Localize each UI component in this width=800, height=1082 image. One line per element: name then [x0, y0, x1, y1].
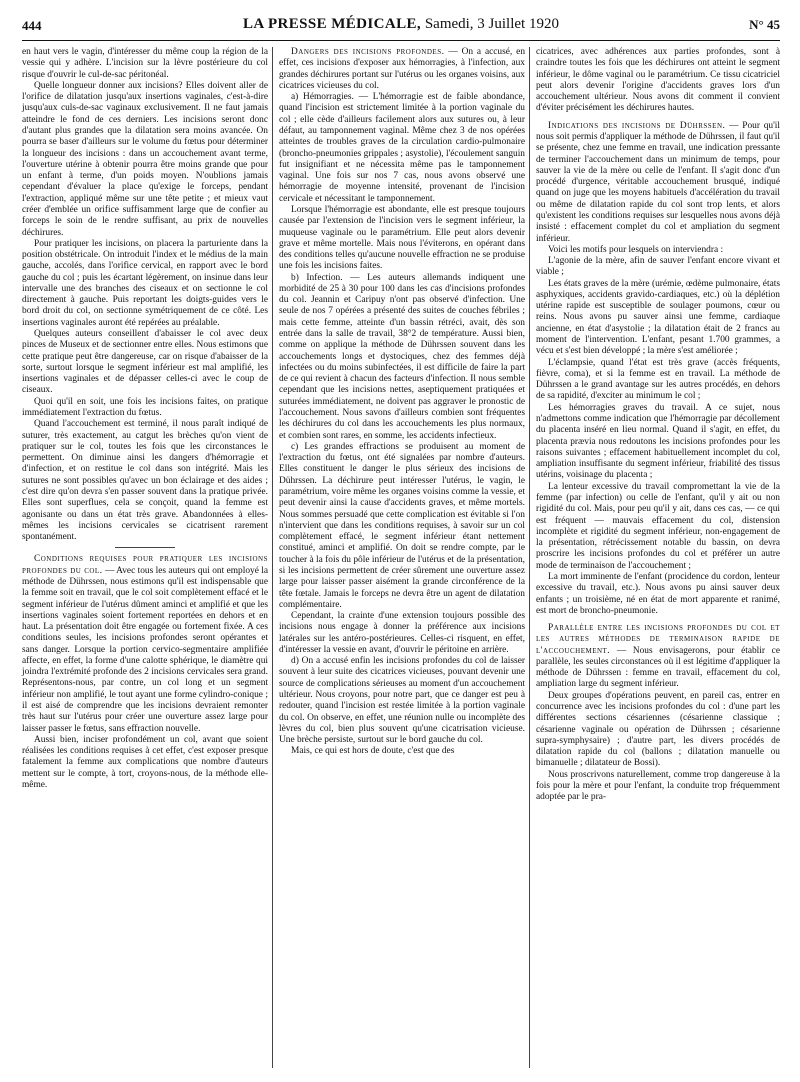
paragraph: Lorsque l'hémorragie est abondante, elle est presque toujours causée par l'extension de l'incision vers le segment inférieur, la muqueuse vaginale ou le paramétrium. Elle peut alors devenir grave et même mortelle. Mais nous l'éviterons, en opérant dans des conditions telles qu'aucune nouvelle effraction ne se produise une fois les incisions faites. — [279, 204, 525, 272]
paragraph: Voici les motifs pour lesquels on interviendra : — [548, 244, 724, 255]
paragraph: c) Les grandes effractions se produisent au moment de l'extraction du fœtus, ont été signalées par nombre d'auteurs. Elles constituent le danger le plus sérieux des incisions de Dührssen. La déchirure peut intéresser l'utérus, le vagin, le paramétrium, voire même les organes voisins comme la vessie, et peut devenir ainsi la cause d'accidents graves, et même mortels. Nous sommes persuadé que cette complication est évitable si l'on n'intervient que dans les conditions requises, à savoir sur un col complètement effacé, le segment inférieur étant nettement constitué, aminci et amplifié. On doit se rendre compte, par le toucher à la fois du pôle inférieur de l'utérus et de la présentation, si les incisions permettent de créer sûrement une ouverture assez large pour laisser passer aisément la grande circonférence de la tête fœtale. Jamais le forceps ne devra être un agent de dilatation complémentaire. — [279, 441, 525, 610]
journal-title: LA PRESSE MÉDICALE, — [243, 16, 422, 32]
paragraph: Pour pratiquer les incisions, on placera la parturiente dans la position obstétricale. On introduit l'index et le médius de la main gauche, accolés, dans l'orifice cervical, en rapport avec le bord gauche du col ; puis les écartant légèrement, on insinue dans leur intervalle une des branches des ciseaux et on sectionne le col directement à gauche. Puis reportant les doigts-guides vers le bord droit du col, on sectionne symétriquement de ce côté. Les insertions vaginales auront été repérées au préalable. — [22, 238, 268, 328]
paragraph — [536, 623, 780, 691]
paragraph-text: — Pour qu'il nous soit permis d'appliquer la méthode de Dührssen, il faut qu'il se présente, chez une femme en travail, une indication pressante de terminer l'accouchement dans un minimum de temps, pour sauver la vie de la mère ou celle de l'enfant. Il s'agit donc d'un procédé d'urgence, véritable accouchement brusqué, indiqué quand on juge que les moyens habituels d'accélération du travail ou même de dilatation rapide du col sont trop lents, et alors qu'existent les conditions requises sur lesquelles nous avons déjà insisté : effacement complet du col et ampliation du segment inférieur. — [536, 120, 781, 244]
paragraph: Cependant, la crainte d'une extension toujours possible des incisions nous engage à donner la préférence aux incisions latérales sur les antéro-postérieures. Celles-ci risquent, en effet, d'intéresser la vessie en avant, d'ouvrir le péritoine en arrière. — [279, 611, 525, 655]
paragraph: Aussi bien, inciser profondément un col, avant que soient réalisées les conditions requises à cet effet, c'est exposer presque fatalement la femme aux complications que nombre d'auteurs mettent sur le compte, à tort, croyons-nous, de la méthode elle-même. — [22, 734, 268, 790]
paragraph — [279, 47, 525, 92]
paragraph: cicatrices, avec adhérences aux parties profondes, sont à craindre toutes les fois que les déchirures ont atteint le segment inférieur, le dôme vaginal ou le paramétrium. Ce tissu cicatriciel peut alors devenir l'origine d'accidents graves lors d'un accouchement ultérieur. Nous avons dit comment il convient d'éviter précisément les déchirures hautes. — [536, 47, 780, 114]
column-divider — [272, 47, 273, 1068]
paragraph — [22, 554, 268, 735]
paragraph: Les états graves de la mère (urémie, œdème pulmonaire, états asphyxiques, accidents gravido-cardiaques, etc.) où la déplétion utérine rapide est susceptible de soulager poumons, cœur ou reins. Nous avons pu sauver ainsi une femme, cardiaque ancienne, en état d'asystolie ; la dilatation était de 2 francs au moment de l'intervention. L'enfant, pesant 1.700 grammes, a vécu et s'est bien développé ; la mère s'est améliorée ; — [536, 278, 780, 357]
section-heading: Indications des incisions de Dührssen. — [548, 120, 726, 131]
paragraph: Quand l'accouchement est terminé, il nous paraît indiqué de suturer, très exactement, au catgut les brèches qu'on vient de pratiquer sur le col, toutes les fois que les circonstances le permettent. On diminue ainsi les dangers d'hémorragie et d'infection, et on restitue le col dans son intégrité. Mais les sutures ne sont possibles qu'avec un bon éclairage et des aides ; c'est dire qu'on devra s'en passer souvent dans la pratique privée. Elles sont superflues, cela se conçoit, quand la femme est agonisante ou dans un état très grave. Abandonnées à elles-mêmes les incisions cervicales se cicatrisent rarement spontanément. — [22, 419, 268, 543]
page-header — [22, 14, 780, 41]
paragraph: Nous proscrivons naturellement, comme trop dangereuse à la fois pour la mère et pour l'enfant, la conduite trop fréquemment adoptée par le pra- — [536, 769, 780, 803]
paragraph: La lenteur excessive du travail compromettant la vie de la femme (par infection) ou celle de l'enfant, qu'il y ait ou non rigidité du col. Mais, pour peu qu'il y ait, dans ces cas, — ce qui est fréquent — mauvais effacement du col, distension incomplète et rigidité du segment inférieur, non-engagement de la présentation, rétrécissement notable du bassin, on devra proscrire les incisions profondes du col et préférer un autre mode de terminaison de l'accouchement ; — [536, 481, 780, 571]
paragraph: L'éclampsie, quand l'état est très grave (accès fréquents, fièvre, coma), et si la femme est en travail. La méthode de Dührssen a le grand avantage sur les autres procédés, en dehors de sa rapidité, d'exciter au minimum le col ; — [536, 357, 780, 402]
paragraph-text: — Avec tous les auteurs qui ont employé la méthode de Dührssen, nous estimons qu'il est indispensable que la femme soit en travail, que le col soit complètement effacé et le segment inférieur de l'utérus dûment aminci et amplifié et que les insertions vaginales soient fortement reportées en dehors et en haut. La présentation doit être engagée ou fortement fixée. A ces conditions seules, les incisions profondes seront opérantes et sans danger. Lorsque la portion cervico-segmentaire amplifiée affecte, en effet, la forme d'une calotte sphérique, le diamètre qui joindra l'extrémité profonde des 2 incisions cervicales sera grand. Représentons-nous, par contre, un col long et un segment inférieur non amplifié, le tout ayant une forme cylindro-conique ; il est aisé de comprendre que les incisions devraient remonter très haut sur l'utérus pour créer une ouverture assez large pour laisser passer le fœtus, sans effraction nouvelle. — [22, 565, 268, 734]
paragraph — [536, 121, 780, 245]
paragraph: L'agonie de la mère, afin de sauver l'enfant encore vivant et viable ; — [536, 256, 780, 278]
paragraph: La mort imminente de l'enfant (procidence du cordon, lenteur excessive du travail, etc.). Nous avons pu ainsi sauver deux enfants ; un troisième, né en état de mort apparente et ranimé, est mort de broncho-pneumonie. — [536, 571, 780, 616]
column-2 — [279, 47, 525, 758]
paragraph: Mais, ce qui est hors de doute, c'est que des — [291, 746, 455, 757]
issue-date: Samedi, 3 Juillet 1920 — [424, 16, 559, 32]
paragraph: a) Hémorragies. — L'hémorragie est de faible abondance, quand l'incision est strictement limitée à la portion vaginale du col ; elle cède d'ailleurs facilement alors aux sutures ou, à leur défaut, au tamponnement vaginal. Même chez 3 de nos opérées atteintes de troubles graves de la circulation cardio-pulmonaire (broncho-pneumonies grippales ; asystolie), l'écoulement sanguin fut insignifiant et ne nécessita même pas le tamponnement vaginal. Une fois sur nos 7 cas, nous avons observé une hémorragie de moyenne intensité, provenant de l'incision cervicale et nécessitant le tamponnement. — [279, 92, 525, 204]
paragraph: Quelle longueur donner aux incisions? Elles doivent aller de l'orifice de dilatation jusqu'aux insertions vaginales, c'est-à-dire jusqu'aux culs-de-sac vaginaux exclusivement. Il ne faut jamais atteindre le fond de ces derniers. Les incisions seront donc d'autant plus grandes que la dilatation sera moins avancée. On pourra se baser d'ailleurs sur le volume du fœtus pour déterminer la longueur des incisions : dans un accouchement avant terme, l'ouverture utérine à obtenir pourra être moins grande que pour un enfant à terme, d'un poids moyen. N'oublions jamais cependant d'évaluer la place qu'exige le forceps, pendant l'extraction, appliqué même sur une tête petite ; et mieux vaut créer d'emblée un orifice suffisamment large que de confier au forceps le soin de le rendre suffisant, au prix de nouvelles déchirures. — [22, 80, 268, 238]
paragraph: Deux groupes d'opérations peuvent, en pareil cas, entrer en concurrence avec les incisions profondes du col : d'une part les différentes sections césariennes (césarienne classique ; césarienne vaginale ou opération de Dührssen ; césarienne supra-symphysaire) ; d'autre part, les divers procédés de dilatation rapide du col (ballons ; dilatation manuelle ou bimanuelle ; dilatateur de Bossi). — [536, 690, 780, 769]
section-heading: Dangers des incisions profondes. — [291, 47, 445, 57]
running-title — [22, 16, 780, 33]
issue-number: N° 45 — [749, 17, 780, 32]
column-divider — [529, 47, 530, 1068]
page-number: 444 — [22, 18, 42, 33]
column-1 — [22, 47, 268, 791]
paragraph: d) On a accusé enfin les incisions profondes du col de laisser souvent à leur suite des cicatrices vicieuses, pouvant devenir une source de complications sérieuses au moment d'un accouchement ultérieur. Nous croyons, pour notre part, que ce danger est peu à redouter, quand l'incision est restée limitée à la portion vaginale du col. On observe, en effet, une réunion nulle ou incomplète des lèvres du col, bien plus souvent qu'une cicatrisation vicieuse. Une brèche persiste, surtout sur le bord gauche du col. — [279, 656, 525, 746]
paragraph: b) Infection. — Les auteurs allemands indiquent une morbidité de 25 à 30 pour 100 dans les cas d'incisions profondes du col. Jeannin et Caripuy n'ont pas observé d'infection. Une seule de nos 7 opérées a présenté des suites de couches fébriles ; mais cette femme, atteinte d'un bassin rétréci, avait, dès son entrée dans la salle de travail, 38°2 de température. Aussi bien, comme on applique la méthode de Dührssen souvent dans les accouchements longs et dystociques, chez des femmes déjà infectées ou du moins subinfectées, il est difficile de faire la part de ce qui revient à chacun des facteurs d'infection. Il nous semble cependant que les incisions nettes, aseptiquement pratiquées et suturées immédiatement, ne doivent pas aggraver le pronostic de l'accouchement. Nous savons d'ailleurs combien sont fréquentes les déchirures du col dans les accouchements les plus normaux, et combien sont rares, en somme, les accidents infectieux. — [279, 272, 525, 441]
column-3 — [536, 47, 780, 804]
section-heading: Parallèle entre les incisions profondes du col et les autres méthodes de terminaison rapide de l'accouchement. — [536, 623, 780, 656]
paragraph: Quelques auteurs conseillent d'abaisser le col avec deux pinces de Museux et de sectionner entre elles. Nous estimons que cette pratique peut être dangereuse, car on risque d'abaisser de la sorte, surtout lorsque le segment inférieur est mal amplifié, les insertions vaginales et de dépasser celles-ci avec le coup de ciseaux. — [22, 329, 268, 396]
paragraph: en haut vers le vagin, d'intéresser du même coup la région de la vessie qui y adhère. L'incision sur la lèvre postérieure du col risque d'ouvrir le cul-de-sac péritonéal. — [22, 47, 268, 80]
paragraph: Les hémorragies graves du travail. A ce sujet, nous n'admettons comme indication que l'hémorragie par décollement du placenta inséré en lieu normal. Quand il s'agit, en effet, du placenta prævia nous redoutons les incisions profondes pour les raisons suivantes ; effacement habituellement incomplet du col, ampliation insuffisante du segment inférieur, friabilité des tissus utérins, voisinage du placenta ; — [536, 402, 780, 481]
section-heading: Conditions requises pour pratiquer les incisions profondes du col. — [22, 554, 268, 576]
paragraph-text: — Nous envisagerons, pour établir ce parallèle, les seules circonstances où il est légitime d'appliquer la méthode de Dührssen : femme en travail, effacement du col, ampliation large du segment inférieur. — [536, 645, 780, 690]
paragraph-text: — On a accusé, en effet, ces incisions d'exposer aux hémorragies, à l'infection, aux grandes déchirures portant sur l'utérus ou les organes voisins, aux cicatrices vicieuses du col. — [279, 47, 526, 91]
section-divider — [115, 547, 175, 548]
paragraph: Quoi qu'il en soit, une fois les incisions faites, on pratique immédiatement l'extraction du fœtus. — [22, 396, 268, 418]
